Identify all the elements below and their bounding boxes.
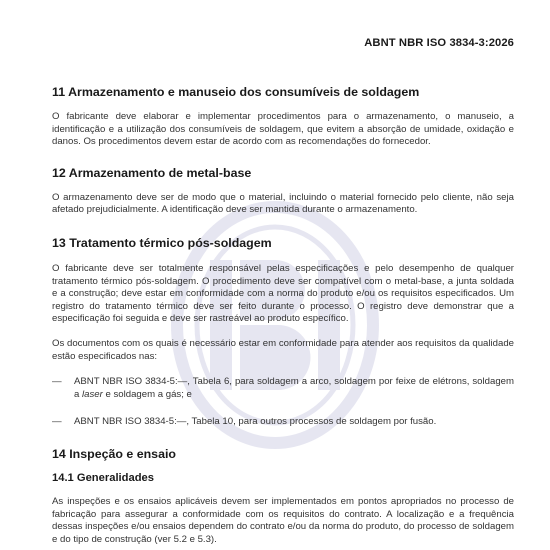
standard-reference: ABNT NBR ISO 3834-3:2026 [364,37,514,49]
list-dash: — [52,376,62,388]
section-13-paragraph-2: Os documentos com os quais é necessário estar em conformidade para atender aos requisitos da qualidade estão especificados nas: [52,337,514,362]
section-14-title: 14 Inspeção e ensaio [52,446,176,461]
section-14-1-title: 14.1 Generalidades [52,471,154,484]
section-11-paragraph: O fabricante deve elaborar e implementar procedimentos para o armazenamento, o manuseio, a identificação e a utilização dos consumíveis de soldagem, que evitem a absorção de umidade, oxidação e danos. Os procedimentos devem estar de acordo com as recomendações do fornecedor. [52,111,514,148]
section-12-title: 12 Armazenamento de metal-base [52,165,252,180]
list-dash: — [52,416,62,428]
section-13-title: 13 Tratamento térmico pós-soldagem [52,235,272,250]
reference-list [52,376,514,429]
list-item [52,376,514,401]
section-12-paragraph: O armazenamento deve ser de modo que o material, incluindo o material fornecido pelo cliente, não seja afetado prejudicialmente. A identificação deve ser mantida durante o armazenamento. [52,191,514,216]
section-11-title: 11 Armazenamento e manuseio dos consumíveis de soldagem [52,85,420,99]
list-item [52,416,514,429]
list-item-text: ABNT NBR ISO 3834-5:—, Tabela 6, para soldagem a arco, soldagem por feixe de elétrons, soldagem a laser e soldagem a gás; e [74,376,514,400]
section-14-1-paragraph: As inspeções e os ensaios aplicáveis devem ser implementados em pontos apropriados no processo de fabricação para assegurar a conformidade com os requisitos do contrato. A localização e a frequência dessas inspeções e/ou ensaios dependem do contrato e/ou da norma do produto, do processo de soldagem e do tipo de construção (ver 5.2 e 5.3). [52,495,514,545]
section-13-paragraph-1: O fabricante deve ser totalmente responsável pelas especificações e pelo desempenho de qualquer tratamento térmico pós-soldagem. O procedimento deve ser compatível com o metal-base, a junta soldada e a construção; deve estar em conformidade com a norma do produto e/ou os requisitos especificados. Um registro do tratamento térmico deve ser feito durante o processo. O registro deve demonstrar que a especificação foi seguida e deve ser rastreável ao produto específico. [52,262,514,325]
list-item-text: ABNT NBR ISO 3834-5:—, Tabela 10, para outros processos de soldagem por fusão. [74,416,437,428]
document-body [52,84,514,546]
